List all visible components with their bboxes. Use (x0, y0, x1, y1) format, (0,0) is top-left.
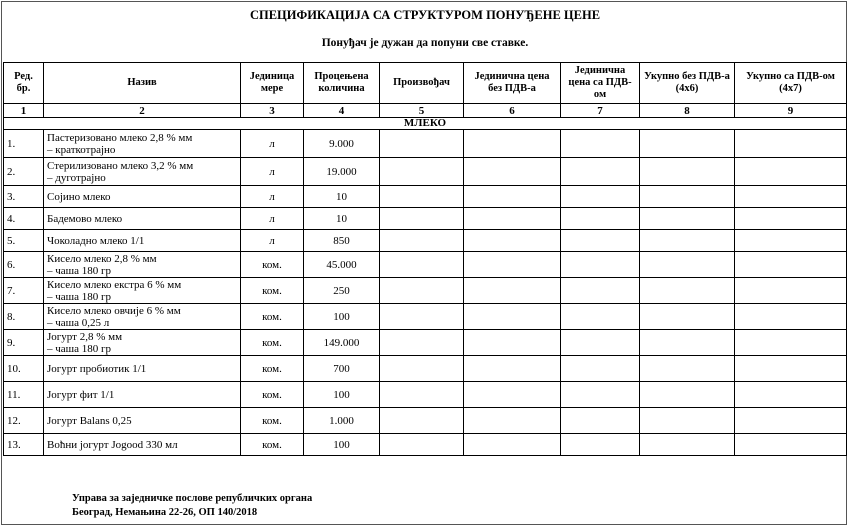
manufacturer-cell (380, 408, 464, 434)
unit-price-vat-cell (561, 252, 640, 278)
unit-price-vat-cell (561, 278, 640, 304)
estimated-quantity: 100 (304, 304, 380, 330)
estimated-quantity: 45.000 (304, 252, 380, 278)
unit-price-no-vat-cell (464, 278, 561, 304)
unit-price-vat-cell (561, 434, 640, 456)
total-no-vat-cell (640, 356, 735, 382)
item-name-line-2: – краткотрајно (47, 143, 116, 156)
item-name-line-1: Кисело млеко екстра 6 % мм (47, 278, 182, 291)
estimated-quantity: 700 (304, 356, 380, 382)
header-cell-unit-price-vat: Јединична цена са ПДВ-ом (561, 63, 640, 104)
column-number: 2 (44, 104, 241, 118)
footer-line-1: Управа за заједничке послове републичких органа (72, 493, 313, 504)
row-number: 6. (4, 252, 44, 278)
total-vat-cell (735, 304, 847, 330)
column-number-row (4, 104, 847, 118)
manufacturer-cell (380, 304, 464, 330)
column-number: 5 (380, 104, 464, 118)
item-name-line-1: Сојино млеко (47, 190, 111, 203)
unit-price-vat-cell (561, 230, 640, 252)
estimated-quantity: 149.000 (304, 330, 380, 356)
row-number: 2. (4, 158, 44, 186)
manufacturer-cell (380, 208, 464, 230)
section-row (4, 118, 847, 130)
table-row (4, 434, 847, 456)
item-name (44, 230, 241, 252)
unit-price-no-vat-cell (464, 158, 561, 186)
column-number: 9 (735, 104, 847, 118)
item-name-line-1: Јогурт пробиотик 1/1 (47, 362, 147, 375)
item-name (44, 186, 241, 208)
page-subtitle: Понуђач је дужан да попуни све ставке. (321, 37, 529, 49)
unit-price-vat-cell (561, 356, 640, 382)
table-row (4, 252, 847, 278)
estimated-quantity: 100 (304, 434, 380, 456)
header-cell-qty: Процењена количина (304, 63, 380, 104)
unit-of-measure: л (241, 208, 304, 230)
unit-of-measure: л (241, 158, 304, 186)
row-number: 10. (4, 356, 44, 382)
item-name-line-1: Бадемово млеко (47, 212, 123, 225)
column-number: 4 (304, 104, 380, 118)
unit-price-vat-cell (561, 304, 640, 330)
header-cell-total-no-vat: Укупно без ПДВ-а (4х6) (640, 63, 735, 104)
item-name (44, 434, 241, 456)
row-number: 1. (4, 130, 44, 158)
item-name-line-2: – чаша 180 гр (47, 290, 112, 303)
estimated-quantity: 10 (304, 208, 380, 230)
header-row (4, 63, 847, 104)
footer (72, 492, 312, 520)
row-number: 8. (4, 304, 44, 330)
header-cell-total-vat: Укупно са ПДВ-ом (4х7) (735, 63, 847, 104)
manufacturer-cell (380, 130, 464, 158)
manufacturer-cell (380, 186, 464, 208)
unit-of-measure: ком. (241, 434, 304, 456)
table-row (4, 186, 847, 208)
row-number: 5. (4, 230, 44, 252)
total-no-vat-cell (640, 304, 735, 330)
total-no-vat-cell (640, 434, 735, 456)
column-number: 6 (464, 104, 561, 118)
item-name-line-2: – дуготрајно (47, 171, 106, 184)
header-cell-no: Ред. бр. (4, 63, 44, 104)
manufacturer-cell (380, 434, 464, 456)
item-name-line-2: – чаша 180 гр (47, 342, 112, 355)
manufacturer-cell (380, 158, 464, 186)
unit-price-no-vat-cell (464, 186, 561, 208)
table-row (4, 130, 847, 158)
total-no-vat-cell (640, 408, 735, 434)
unit-price-vat-cell (561, 382, 640, 408)
item-name (44, 382, 241, 408)
unit-of-measure: л (241, 230, 304, 252)
manufacturer-cell (380, 382, 464, 408)
unit-of-measure: л (241, 186, 304, 208)
item-name (44, 356, 241, 382)
item-name-line-1: Кисело млеко 2,8 % мм (47, 252, 157, 265)
item-name (44, 252, 241, 278)
total-no-vat-cell (640, 130, 735, 158)
estimated-quantity: 250 (304, 278, 380, 304)
estimated-quantity: 100 (304, 382, 380, 408)
unit-of-measure: ком. (241, 408, 304, 434)
item-name-line-1: Кисело млеко овчије 6 % мм (47, 304, 181, 317)
total-vat-cell (735, 130, 847, 158)
unit-price-no-vat-cell (464, 356, 561, 382)
unit-of-measure: ком. (241, 278, 304, 304)
item-name-line-1: Воћни јогурт Jogood 330 мл (47, 438, 178, 451)
unit-price-vat-cell (561, 130, 640, 158)
manufacturer-cell (380, 278, 464, 304)
column-number: 7 (561, 104, 640, 118)
header-cell-unit: Јединица мере (241, 63, 304, 104)
table-row (4, 208, 847, 230)
total-vat-cell (735, 208, 847, 230)
unit-of-measure: ком. (241, 356, 304, 382)
header-cell-unit-price-no-vat: Јединична цена без ПДВ-а (464, 63, 561, 104)
unit-price-no-vat-cell (464, 208, 561, 230)
unit-of-measure: ком. (241, 330, 304, 356)
unit-price-no-vat-cell (464, 130, 561, 158)
item-name (44, 408, 241, 434)
item-name-line-1: Јогурт Balans 0,25 (47, 414, 132, 427)
total-vat-cell (735, 186, 847, 208)
item-name-line-1: Стерилизовано млеко 3,2 % мм (47, 159, 194, 172)
manufacturer-cell (380, 230, 464, 252)
item-name-line-2: – чаша 180 гр (47, 264, 112, 277)
estimated-quantity: 19.000 (304, 158, 380, 186)
total-no-vat-cell (640, 158, 735, 186)
row-number: 3. (4, 186, 44, 208)
row-number: 4. (4, 208, 44, 230)
row-number: 9. (4, 330, 44, 356)
total-vat-cell (735, 434, 847, 456)
header-cell-name: Назив (44, 63, 241, 104)
row-number: 7. (4, 278, 44, 304)
unit-of-measure: ком. (241, 382, 304, 408)
table-row (4, 330, 847, 356)
unit-price-no-vat-cell (464, 408, 561, 434)
item-name-line-1: Јогурт 2,8 % мм (47, 330, 123, 343)
table-row (4, 304, 847, 330)
page-title: СПЕЦИФИКАЦИЈА СА СТРУКТУРОМ ПОНУЂЕНЕ ЦЕНЕ (249, 8, 601, 22)
item-name-line-1: Пастеризовано млеко 2,8 % мм (47, 131, 193, 144)
unit-of-measure: ком. (241, 252, 304, 278)
unit-price-vat-cell (561, 208, 640, 230)
total-vat-cell (735, 330, 847, 356)
column-number: 8 (640, 104, 735, 118)
total-vat-cell (735, 230, 847, 252)
estimated-quantity: 850 (304, 230, 380, 252)
unit-price-no-vat-cell (464, 382, 561, 408)
manufacturer-cell (380, 330, 464, 356)
unit-price-vat-cell (561, 186, 640, 208)
item-name-line-1: Чоколадно млеко 1/1 (47, 234, 145, 247)
unit-price-vat-cell (561, 408, 640, 434)
total-no-vat-cell (640, 382, 735, 408)
total-vat-cell (735, 408, 847, 434)
total-no-vat-cell (640, 330, 735, 356)
table-row (4, 230, 847, 252)
total-vat-cell (735, 356, 847, 382)
item-name-line-2: – чаша 0,25 л (47, 316, 110, 329)
table-row (4, 408, 847, 434)
item-name (44, 278, 241, 304)
unit-of-measure: ком. (241, 304, 304, 330)
unit-price-no-vat-cell (464, 230, 561, 252)
total-no-vat-cell (640, 208, 735, 230)
total-vat-cell (735, 382, 847, 408)
header-cell-manufacturer: Произвођач (380, 63, 464, 104)
item-name (44, 208, 241, 230)
estimated-quantity: 9.000 (304, 130, 380, 158)
total-no-vat-cell (640, 252, 735, 278)
unit-price-vat-cell (561, 158, 640, 186)
row-number: 13. (4, 434, 44, 456)
unit-price-no-vat-cell (464, 434, 561, 456)
item-name (44, 158, 241, 186)
specification-table (3, 62, 847, 456)
manufacturer-cell (380, 252, 464, 278)
column-number: 1 (4, 104, 44, 118)
row-number: 12. (4, 408, 44, 434)
table-row (4, 278, 847, 304)
manufacturer-cell (380, 356, 464, 382)
table-row (4, 158, 847, 186)
item-name (44, 304, 241, 330)
total-vat-cell (735, 158, 847, 186)
total-no-vat-cell (640, 186, 735, 208)
unit-price-no-vat-cell (464, 330, 561, 356)
table-row (4, 356, 847, 382)
item-name-line-1: Јогурт фит 1/1 (47, 388, 115, 401)
row-number: 11. (4, 382, 44, 408)
item-name (44, 330, 241, 356)
total-vat-cell (735, 252, 847, 278)
total-no-vat-cell (640, 230, 735, 252)
item-name (44, 130, 241, 158)
table-row (4, 382, 847, 408)
unit-price-vat-cell (561, 330, 640, 356)
estimated-quantity: 1.000 (304, 408, 380, 434)
column-number: 3 (241, 104, 304, 118)
table-body (4, 118, 847, 456)
footer-line-2: Београд, Немањина 22-26, ОП 140/2018 (72, 507, 258, 518)
unit-price-no-vat-cell (464, 304, 561, 330)
unit-of-measure: л (241, 130, 304, 158)
total-no-vat-cell (640, 278, 735, 304)
estimated-quantity: 10 (304, 186, 380, 208)
total-vat-cell (735, 278, 847, 304)
unit-price-no-vat-cell (464, 252, 561, 278)
section-title: МЛЕКО (4, 118, 847, 130)
